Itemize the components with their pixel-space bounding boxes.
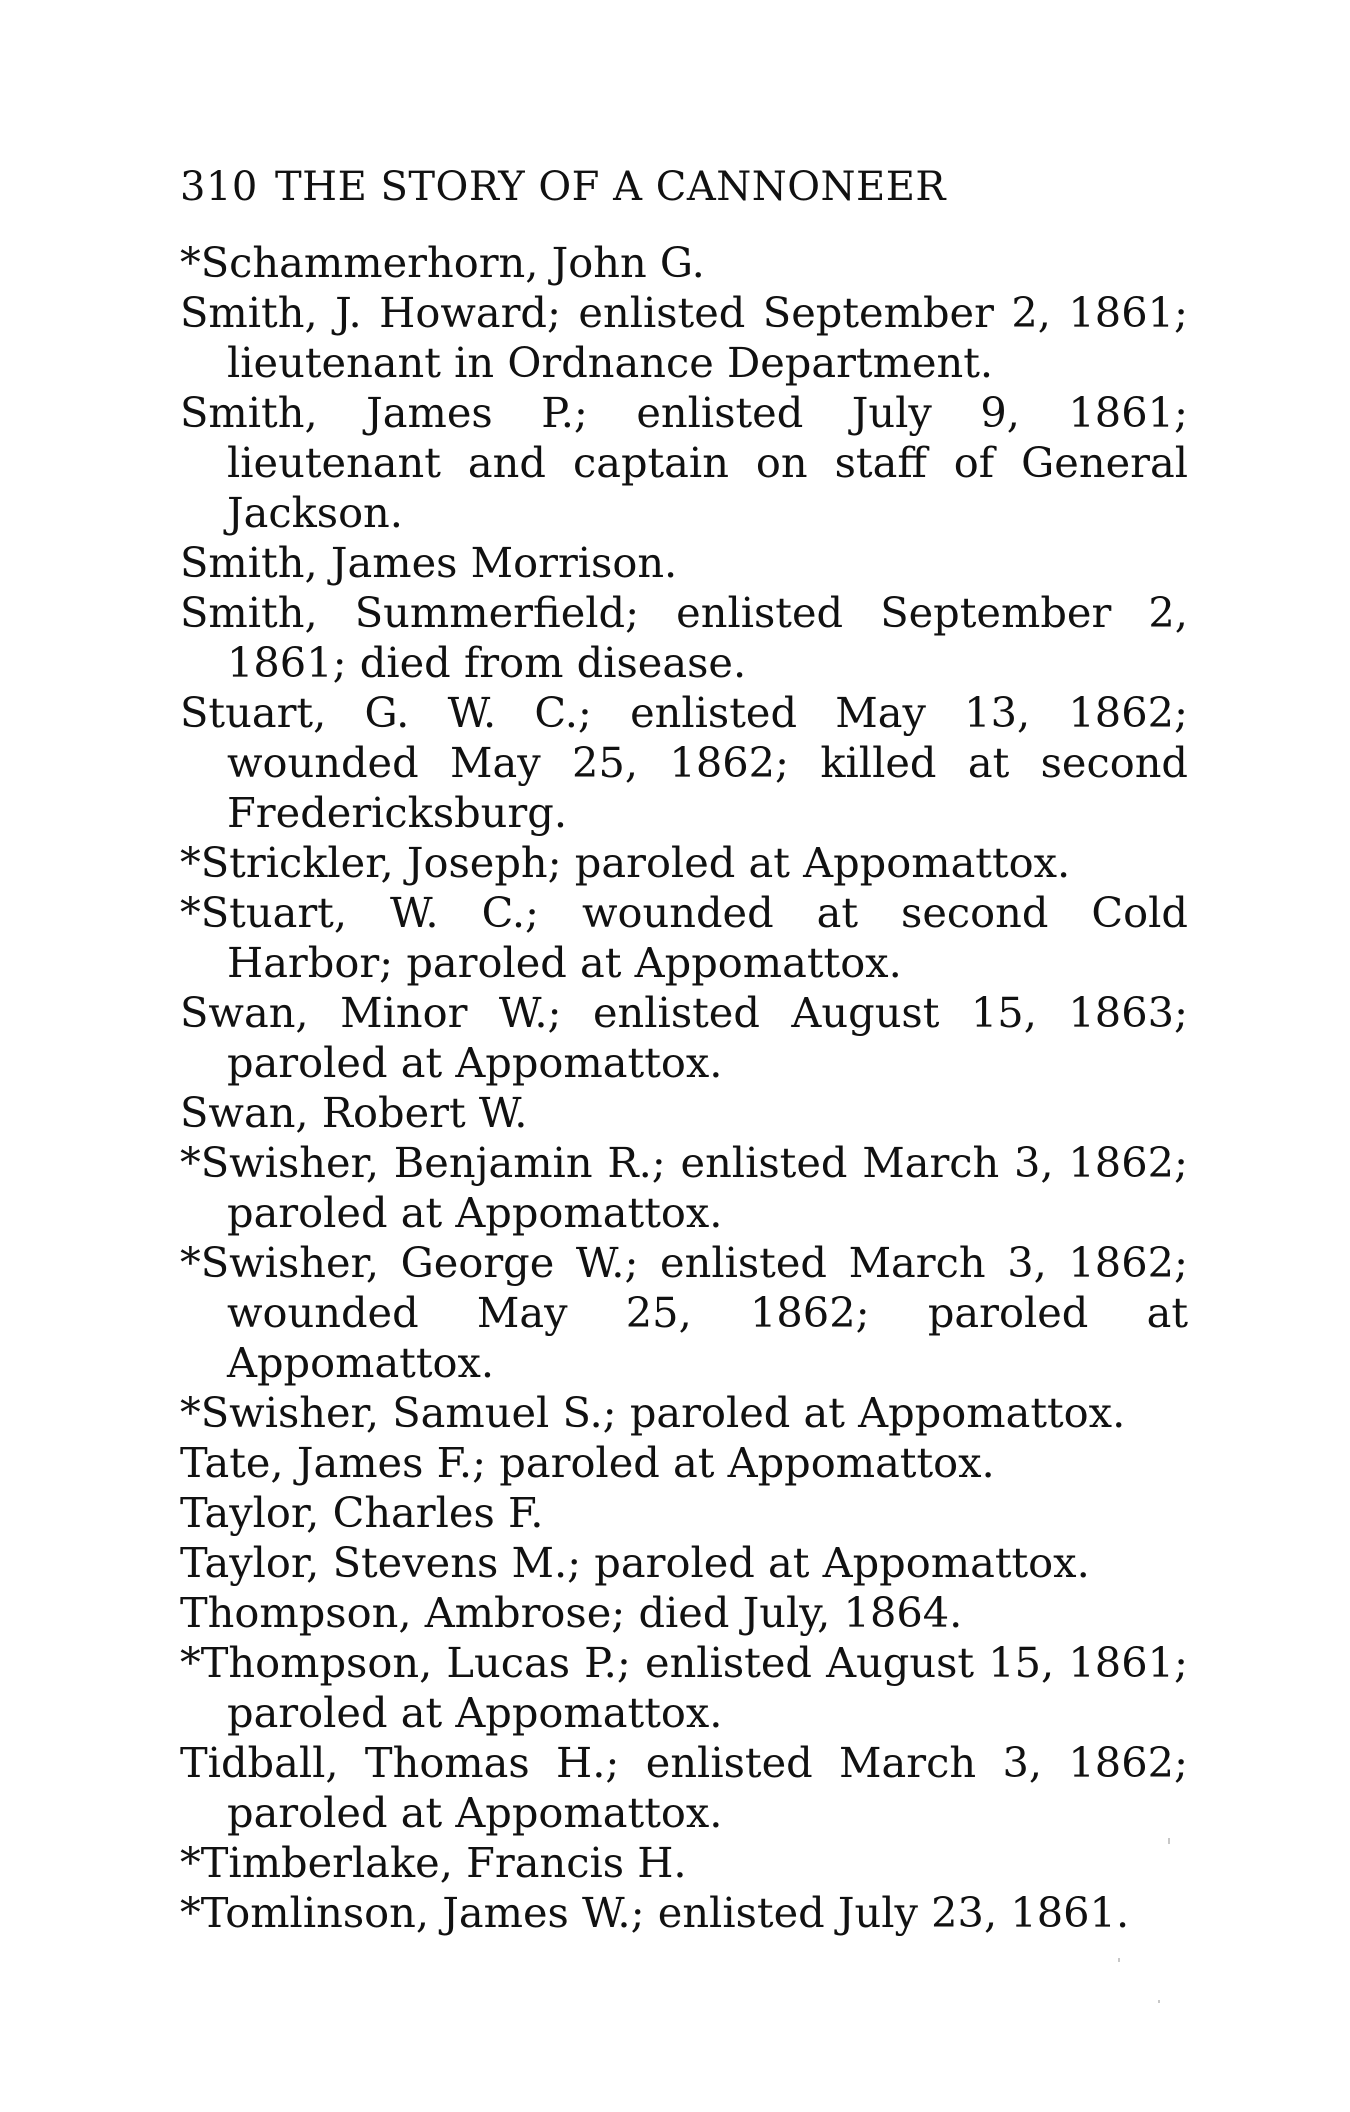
roster-entry: *Tomlinson, James W.; enlisted July 23, 1861. xyxy=(180,1888,1130,1937)
roster-entry: Tidball, Thomas H.; enlisted March 3, 1862; paroled at Appomattox. xyxy=(180,1738,1188,1837)
page-number: 310 xyxy=(180,164,258,210)
book-title: THE STORY OF A CANNONEER xyxy=(275,164,947,210)
roster-entry: Tate, James F.; paroled at Appomattox. xyxy=(180,1438,995,1487)
roster-entry: Taylor, Charles F. xyxy=(180,1488,544,1537)
roster-entry: *Swisher, Samuel S.; paroled at Appomattox. xyxy=(180,1388,1126,1437)
roster-entry: *Thompson, Lucas P.; enlisted August 15, 1861; paroled at Appomattox. xyxy=(180,1638,1188,1737)
roster-entry: Smith, James P.; enlisted July 9, 1861; lieutenant and captain on staff of General Jackson. xyxy=(180,388,1188,537)
roster-entry: Smith, Summerfield; enlisted September 2, 1861; died from disease. xyxy=(180,588,1188,687)
roster-entry: Stuart, G. W. C.; enlisted May 13, 1862; wounded May 25, 1862; killed at second Fredericksburg. xyxy=(180,688,1188,837)
roster-entry: *Swisher, George W.; enlisted March 3, 1862; wounded May 25, 1862; paroled at Appomattox. xyxy=(180,1238,1188,1387)
roster-entry: *Swisher, Benjamin R.; enlisted March 3, 1862; paroled at Appomattox. xyxy=(180,1138,1188,1237)
roster-entry: Thompson, Ambrose; died July, 1864. xyxy=(180,1588,963,1637)
scan-speck xyxy=(1158,2000,1160,2003)
scan-speck xyxy=(1168,1838,1170,1844)
roster-entry: Swan, Minor W.; enlisted August 15, 1863; paroled at Appomattox. xyxy=(180,988,1188,1087)
roster-list xyxy=(180,238,1188,1938)
roster-entry: Swan, Robert W. xyxy=(180,1088,528,1137)
roster-entry: Smith, J. Howard; enlisted September 2, 1861; lieutenant in Ordnance Department. xyxy=(180,288,1188,387)
scan-speck xyxy=(1118,1958,1120,1962)
roster-entry: Taylor, Stevens M.; paroled at Appomattox. xyxy=(180,1538,1090,1587)
roster-entry: Smith, James Morrison. xyxy=(180,538,678,587)
roster-entry: *Strickler, Joseph; paroled at Appomattox. xyxy=(180,838,1071,887)
roster-entry: *Timberlake, Francis H. xyxy=(180,1838,687,1887)
roster-entry: *Schammerhorn, John G. xyxy=(180,238,705,287)
roster-entry: *Stuart, W. C.; wounded at second Cold Harbor; paroled at Appomattox. xyxy=(180,888,1188,987)
running-head xyxy=(180,162,1180,212)
